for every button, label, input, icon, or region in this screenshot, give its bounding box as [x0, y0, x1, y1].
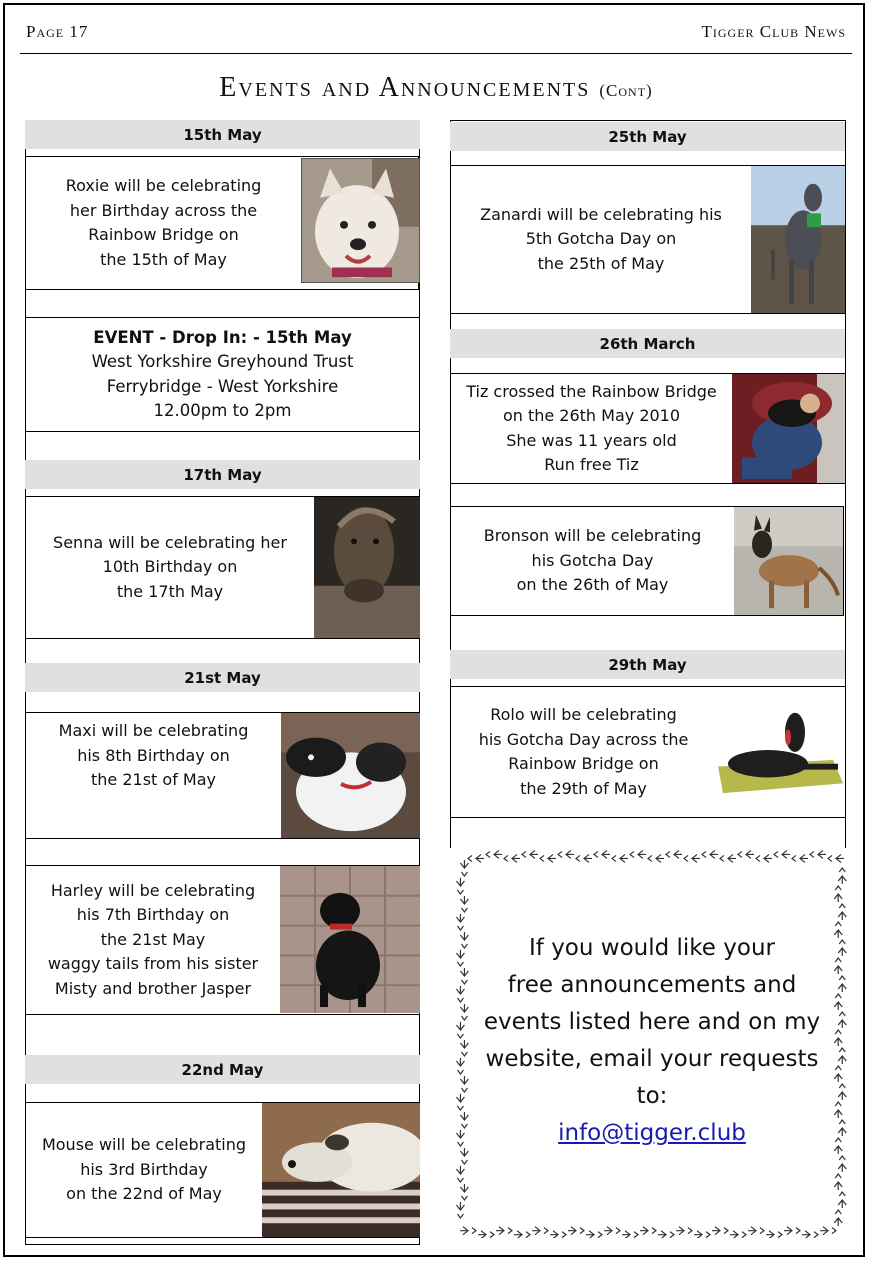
announcement-harley: [25, 865, 420, 1015]
announcement-tiz: [450, 373, 846, 484]
announcement-roxie: [25, 156, 419, 290]
header-rule: [20, 53, 852, 54]
page-number: Page 17: [26, 22, 89, 41]
harley-photo: [280, 866, 420, 1013]
contact-callout: [456, 848, 848, 1238]
announcement-text: Senna will be celebrating her 10th Birthday on the 17th May: [53, 532, 287, 601]
announcement-rolo: [450, 686, 846, 818]
announcement-text: Maxi will be celebrating his 8th Birthday on the 21st of May: [58, 721, 249, 789]
right-column-top: [450, 120, 846, 121]
announcement-zanardi: [450, 165, 846, 314]
announcement-bronson: [450, 506, 844, 616]
contact-email-link[interactable]: info@tigger.club: [558, 1120, 746, 1146]
rolo-photo: [713, 703, 845, 799]
left-column-bottom: [25, 1244, 420, 1245]
announcement-text: Mouse will be celebrating his 3rd Birthday on the 22nd of May: [41, 1135, 247, 1204]
heading-25th-may: 25th May: [450, 122, 845, 151]
mouse-photo: [262, 1103, 420, 1237]
contact-text: If you would like your free announcements and events listed here and on my website, email your requests to: info@tigger.club: [466, 930, 838, 1152]
announcement-mouse: [25, 1102, 420, 1238]
senna-photo: [314, 497, 420, 638]
tiz-photo: [732, 374, 845, 483]
heading-17th-may: 17th May: [25, 460, 420, 489]
page-title-suffix: (Cont): [599, 81, 653, 100]
announcement-text: Roxie will be celebrating her Birthday across the Rainbow Bridge on the 15th of May: [65, 176, 262, 269]
announcement-text: Harley will be celebrating his 7th Birthday on the 21st May waggy tails from his sister Misty and brother Jasper: [47, 880, 259, 998]
announcement-text: Bronson will be celebrating his Gotcha Day on the 26th of May: [483, 526, 702, 595]
page-title: [0, 72, 872, 104]
roxie-photo: [301, 158, 420, 283]
maxi-photo: [281, 713, 420, 838]
bronson-photo: [734, 507, 843, 615]
heading-22nd-may: 22nd May: [25, 1055, 420, 1084]
announcement-maxi: [25, 712, 420, 839]
heading-15th-may: 15th May: [25, 120, 420, 149]
announcement-text: Zanardi will be celebrating his 5th Gotcha Day on the 25th of May: [480, 204, 722, 273]
event-text: EVENT - Drop In: - 15th May West Yorkshire Greyhound Trust Ferrybridge - West Yorkshire 12.00pm to 2pm: [91, 327, 354, 420]
heading-21st-may: 21st May: [25, 663, 420, 692]
newsletter-name: Tigger Club News: [701, 22, 846, 41]
announcement-text: Rolo will be celebrating his Gotcha Day across the Rainbow Bridge on the 29th of May: [478, 705, 689, 798]
zanardi-photo: [751, 166, 845, 313]
announcement-senna: [25, 496, 420, 639]
announcement-text: Tiz crossed the Rainbow Bridge on the 26th May 2010 She was 11 years old Run free Tiz: [466, 381, 717, 474]
page-title-main: Events and Announcements: [219, 72, 591, 103]
heading-29th-may: 29th May: [450, 650, 845, 679]
heading-26th-march: 26th March: [450, 329, 845, 358]
event-drop-in: [25, 317, 420, 432]
